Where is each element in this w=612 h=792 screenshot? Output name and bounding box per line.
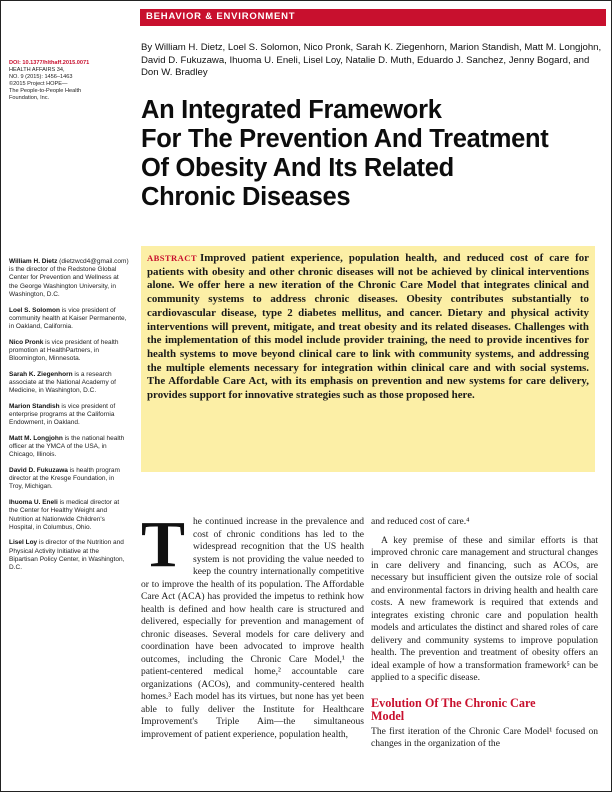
abstract-paragraph [147,252,589,403]
title-line-2: For The Prevention And Treatment [141,125,549,153]
bio-text: is vice president of health promotion at HealthPartners, in Bloomington, Minnesota. [9,338,119,363]
bio-name: Ihuoma U. Eneli [9,499,58,507]
section-banner [140,9,606,26]
bio-name: David D. Fukuzawa [9,467,68,475]
author-bio [9,539,129,572]
author-bio [9,258,129,299]
bio-text: is medical director at the Center for Healthy Weight and Nutrition at Nationwide Children's Hospital, in Columbus, Ohio. [9,499,120,531]
abstract-box [141,246,595,472]
author-bio [9,339,129,364]
title-line-4: Chronic Diseases [141,183,351,211]
bio-name: Lisel Loy [9,539,38,547]
body-column-1 [141,508,364,741]
author-bio [9,467,129,492]
intro-paragraph [141,508,364,741]
author-list: By William H. Dietz, Loel S. Solomon, Nico Pronk, Sarah K. Ziegenhorn, Marion Standish, Matt M. Longjohn, David D. Fukuzawa, Ihuoma U. Eneli, Lisel Loy, Natalie D. Muth, Eduardo J. Sanchez, Jenny Bogard, and Don W. Bradley [141,42,602,79]
bio-text: is the national health officer at the YMCA of the USA, in Chicago, Illinois. [9,434,125,459]
bio-text: is a research associate at the National Academy of Medicine, in Washington, D.C. [9,370,116,395]
bio-name: Marion Standish [9,402,60,410]
copyright-text: ©2015 Project HOPE— [9,81,68,87]
bio-text: (dietzwcd4@gmail.com) is the director of the Redstone Global Center for Prevention and Wellness at the George Washington University, in Washington, D.C. [9,258,129,298]
body-paragraph: A key premise of these and similar efforts is that improved chronic care management and structural changes in care delivery and financing, such as ACOs, are necessary but insufficient given the outsize role of social and environmental factors in driving health and health care costs. A new framework is required that extends and integrates existing chronic care and population health models and articulates the distinct and shared roles of care delivery and community systems to improve population health. The prevention and treatment of obesity offers an ideal example of how a transformation framework⁵ can be applied to a specific disease. [371,534,598,683]
body-paragraph: and reduced cost of care.⁴ [371,516,470,527]
author-bio [9,371,129,396]
abstract-text: Improved patient experience, population health, and reduced cost of care for patients with obesity and other chronic diseases will not be achieved by clinical interventions alone. We offer here a new iteration of the Chronic Care Model that integrates clinical and community systems to address chronic diseases. Obesity contributes substantially to cardiovascular disease, type 2 diabetes mellitus, and cancer. Dietary and physical activity interventions will prevent, mitigate, and treat obesity and its related diseases. Challenges with the implementation of this model include provider training, the need to provide incentives for health systems to move beyond clinical care to link with community systems, and addressing the multiple elements necessary for integration within clinical care and with social systems. The Affordable Care Act, with its emphasis on prevention and new systems for care delivery, provides support for innovative strategies such as those proposed here. [147,252,589,402]
body-column-2 [371,516,598,757]
abstract-label: ABSTRACT [147,253,197,263]
bio-name: Loel S. Solomon [9,306,60,314]
article-metadata [9,60,137,102]
section-label: BEHAVIOR & ENVIRONMENT [146,11,296,22]
bio-name: William H. Dietz [9,258,58,265]
bio-name: Matt M. Longjohn [9,434,63,442]
bio-text: is health program director at the Kresge Foundation, in Troy, Michigan. [9,467,120,491]
title-line-3: Of Obesity And Its Related [141,154,454,182]
section-heading-line2: Model [371,708,405,723]
intro-text: he continued increase in the prevalence and cost of chronic conditions has led to the widespread recognition that the US health system is not providing the value needed to keep the country internationally competitive or to improve the health of its population. The Affordable Care Act (ACA) has provided the impetus to rethink how health is defined and how health care is structured and delivered, especially for prevention and management of chronic diseases. Several models for care delivery and coordination have been advocated to improve health outcomes, including the Chronic Care Model,¹ the patient-centered medical home,² accountable care organizations (ACOs), and community-centered health homes.³ Each model has its virtues, but none has yet been able to fully deliver the Institute for Healthcare Improvement's Triple Aim—the simultaneous improvement of patient experience, population health, [141,516,364,740]
publisher-line1: The People-to-People Health [9,88,82,94]
author-bio [9,499,129,532]
bio-text: is director of the Nutrition and Physical Activity Initiative at the Bipartisan Policy Center, in Washington, D.C. [9,539,125,572]
journal-issue-line2: NO. 9 (2015): 1456–1463 [9,74,73,80]
bio-name: Sarah K. Ziegenhorn [9,370,73,378]
drop-cap: T [141,508,186,581]
author-bios-sidebar [9,258,129,580]
publisher-line2: Foundation, Inc. [9,95,50,101]
author-bio [9,435,129,460]
bio-name: Nico Pronk [9,338,44,346]
author-bio [9,403,129,428]
bio-text: is vice president of community health at Kaiser Permanente, in Oakland, California. [9,306,127,330]
bio-text: is vice president of enterprise programs at the California Endowment, in Oakland. [9,402,116,427]
doi-text: DOI: 10.1377/hlthaff.2015.0071 [9,60,90,66]
journal-issue-line1: HEALTH AFFAIRS 34, [9,67,65,73]
title-line-1: An Integrated Framework [141,96,442,124]
section-heading [371,697,598,723]
author-bio [9,307,129,332]
section-heading-line1: Evolution Of The Chronic Care [371,695,536,710]
body-paragraph: The first iteration of the Chronic Care Model¹ focused on changes in the organization of the [371,725,598,749]
article-title [141,96,606,212]
